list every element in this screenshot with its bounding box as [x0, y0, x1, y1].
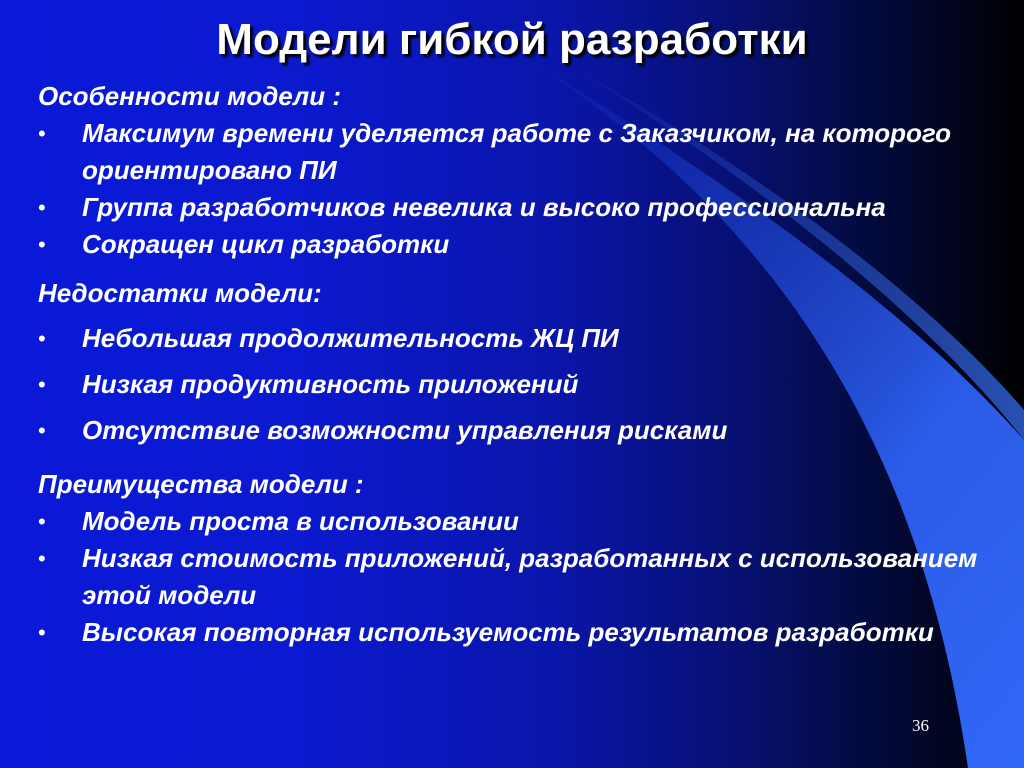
slide-content	[38, 78, 988, 651]
features-list	[38, 115, 988, 263]
bullet-icon: •	[38, 121, 46, 146]
bullet-icon: •	[38, 546, 46, 571]
list-item: • Высокая повторная используемость результатов разработки	[38, 614, 988, 651]
list-item: • Низкая стоимость приложений, разработанных с использованием этой модели	[38, 540, 988, 614]
bullet-icon: •	[38, 232, 46, 257]
list-item: • Сокращен цикл разработки	[38, 226, 988, 263]
bullet-icon: •	[38, 372, 46, 397]
drawbacks-list	[38, 320, 988, 449]
slide-title: Модели гибкой разработки	[216, 15, 808, 64]
list-item: • Отсутствие возможности управления рисками	[38, 412, 988, 449]
section-heading-features: Особенности модели :	[38, 81, 341, 111]
list-item: • Небольшая продолжительность ЖЦ ПИ	[38, 320, 988, 357]
page-number: 36	[912, 716, 929, 735]
advantages-list	[38, 503, 988, 651]
bullet-icon: •	[38, 620, 46, 645]
section-heading-drawbacks: Недостатки модели:	[38, 278, 322, 308]
bullet-icon: •	[38, 418, 46, 443]
bullet-icon: •	[38, 509, 46, 534]
list-item: • Максимум времени уделяется работе с Заказчиком, на которого ориентировано ПИ	[38, 115, 988, 189]
bullet-icon: •	[38, 195, 46, 220]
bullet-icon: •	[38, 326, 46, 351]
list-item: • Группа разработчиков невелика и высоко профессиональна	[38, 189, 988, 226]
list-item: • Модель проста в использовании	[38, 503, 988, 540]
section-heading-advantages: Преимущества модели :	[38, 469, 364, 499]
list-item: • Низкая продуктивность приложений	[38, 366, 988, 403]
